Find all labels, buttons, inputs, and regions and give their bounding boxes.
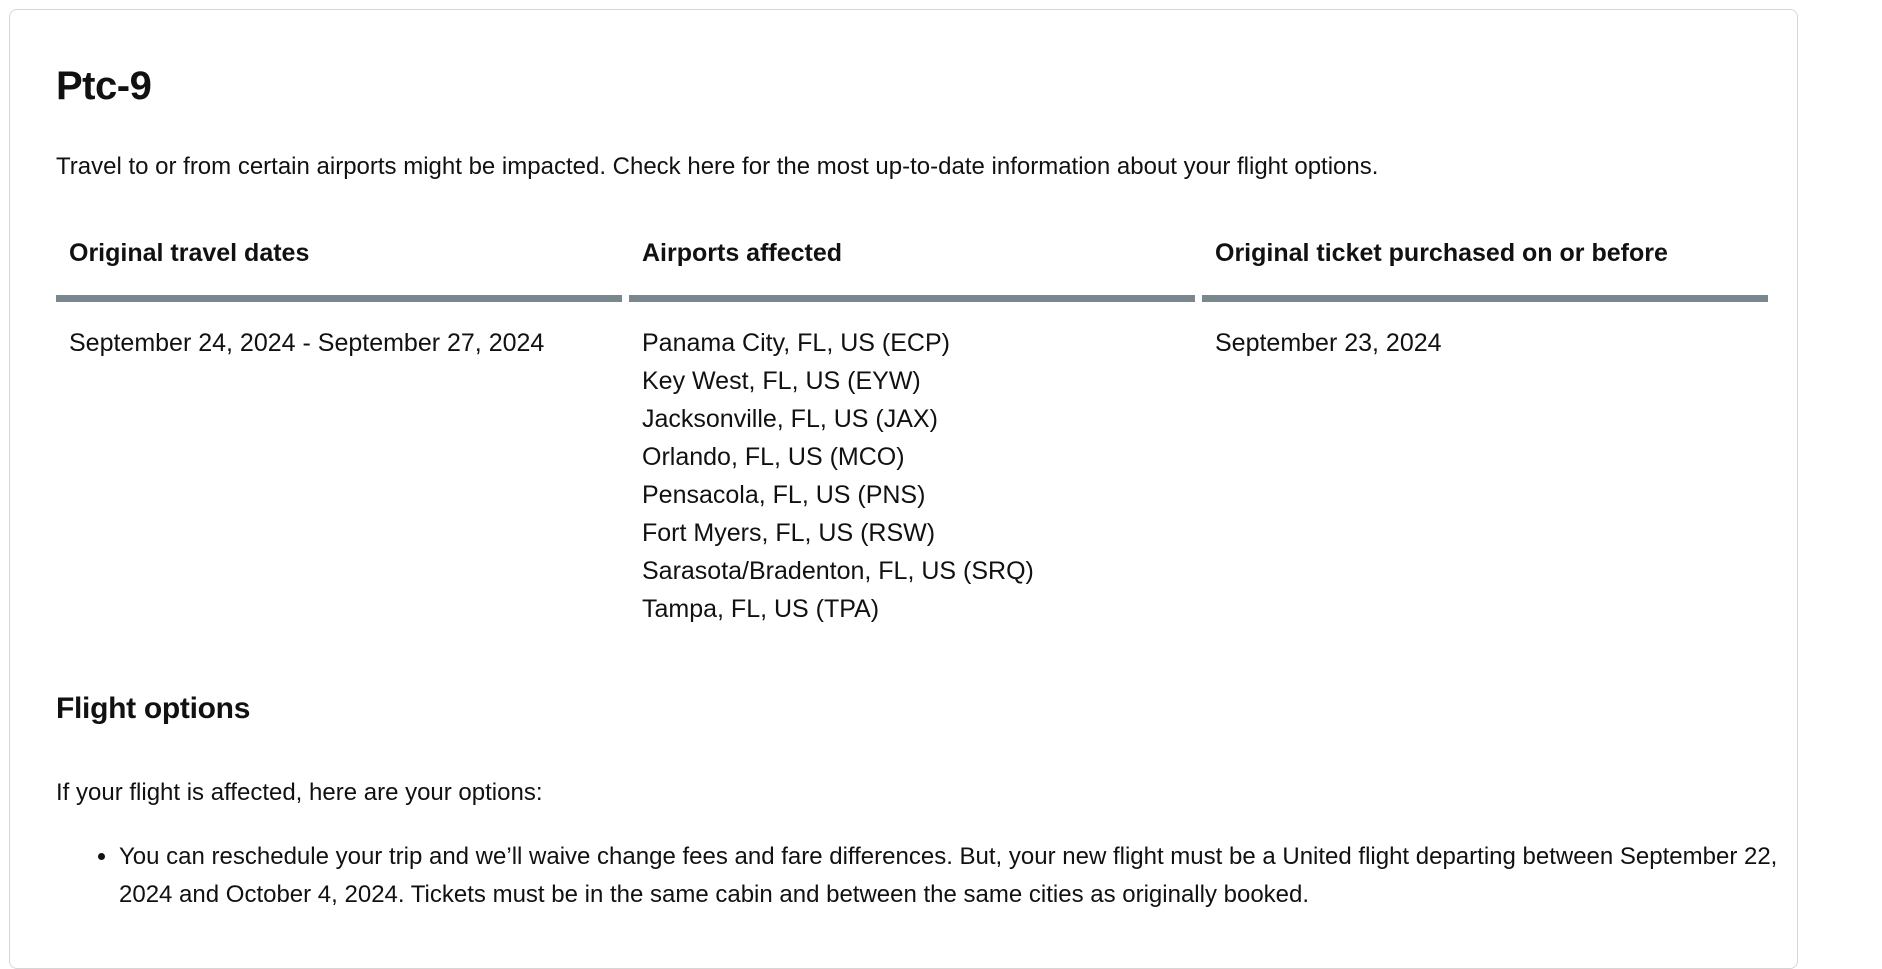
flight-options-title: Flight options [56, 692, 251, 725]
airport-item: Orlando, FL, US (MCO) [642, 443, 905, 471]
airport-item: Panama City, FL, US (ECP) [642, 329, 950, 357]
flight-options-intro: If your flight is affected, here are your options: [56, 779, 543, 806]
airport-item: Sarasota/Bradenton, FL, US (SRQ) [642, 557, 1034, 585]
header-original-travel-dates: Original travel dates [56, 230, 622, 302]
airport-list [642, 324, 1195, 628]
page-title: Ptc-9 [56, 64, 152, 108]
airport-item: Key West, FL, US (EYW) [642, 367, 921, 395]
airport-item: Pensacola, FL, US (PNS) [642, 481, 926, 509]
header-airports-affected: Airports affected [629, 230, 1195, 302]
airport-item: Fort Myers, FL, US (RSW) [642, 519, 936, 547]
flight-options-list [56, 838, 1819, 914]
airport-item: Tampa, FL, US (TPA) [642, 595, 880, 623]
purchase-date-cell: September 23, 2024 [1215, 329, 1442, 357]
affected-travel-table [56, 230, 1769, 628]
flight-option-item: • You can reschedule your trip and we’ll waive change fees and fare differences. But, your new flight must be a United flight departing between September 22, 2024 and October 4, 2024. Tickets must be in the same cabin and between the same cities as originally booked. [119, 838, 1819, 914]
header-original-ticket-purchase-date: Original ticket purchased on or before [1202, 230, 1768, 302]
travel-dates-cell: September 24, 2024 - September 27, 2024 [69, 329, 545, 357]
airport-item: Jacksonville, FL, US (JAX) [642, 405, 938, 433]
table-header-row [56, 230, 1769, 302]
airports-cell [629, 324, 1195, 628]
table-row [56, 324, 1769, 628]
travel-notice-card [9, 9, 1798, 969]
notice-intro: Travel to or from certain airports might be impacted. Check here for the most up-to-date information about your flight options. [56, 153, 1379, 180]
